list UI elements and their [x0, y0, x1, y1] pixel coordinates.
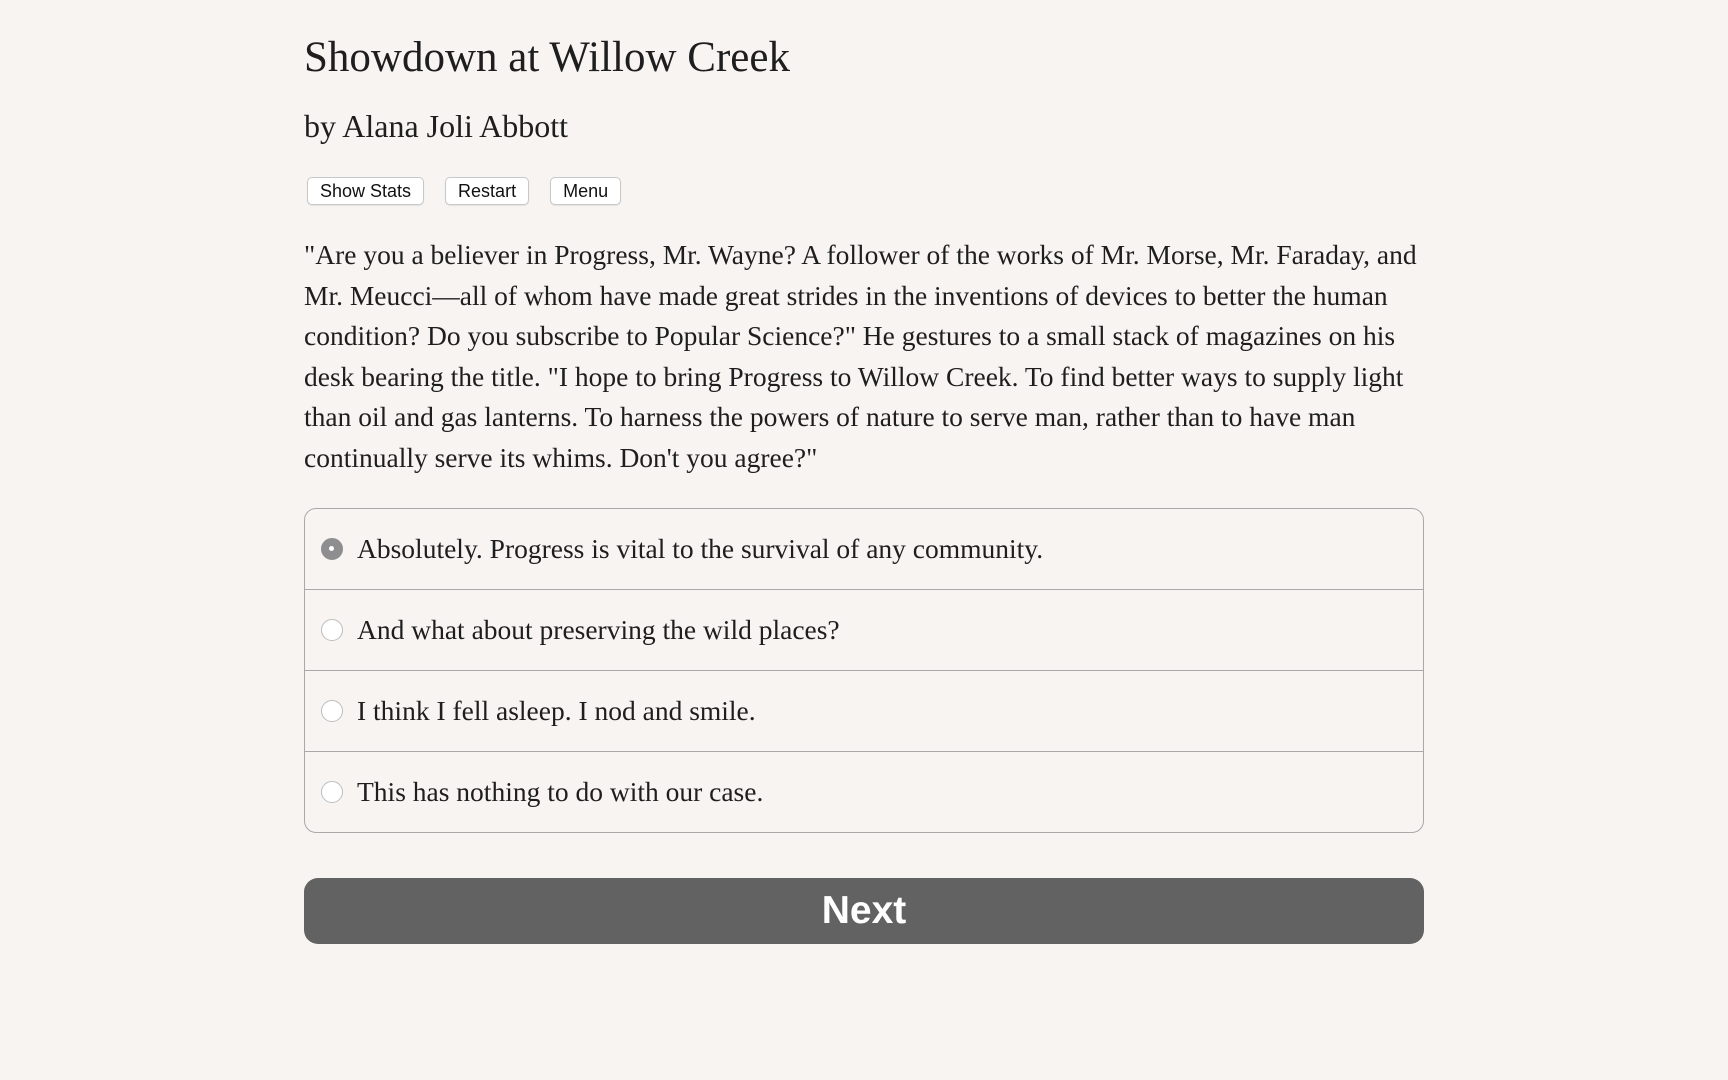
- show-stats-button[interactable]: Show Stats: [307, 177, 424, 205]
- story-text: "Are you a believer in Progress, Mr. Wayne? A follower of the works of Mr. Morse, Mr. Faraday, and Mr. Meucci—all of whom have made great strides in the inventions of devices to better the human condition? Do you subscribe to Popular Science?" He gestures to a small stack of magazines on his desk bearing the title. "I hope to bring Progress to Willow Creek. To find better ways to supply light than oil and gas lanterns. To harness the powers of nature to serve man, rather than to have man continually serve its whims. Don't you agree?": [304, 239, 1417, 473]
- choice-label: I think I fell asleep. I nod and smile.: [357, 695, 756, 726]
- next-button[interactable]: Next: [304, 878, 1424, 944]
- author-byline: by Alana Joli Abbott: [304, 108, 568, 144]
- radio-icon[interactable]: [321, 781, 343, 803]
- choice-label: And what about preserving the wild places?: [357, 614, 840, 645]
- toolbar: [307, 177, 621, 205]
- choice-list: [304, 508, 1424, 833]
- radio-selected-icon[interactable]: [321, 538, 343, 560]
- radio-icon[interactable]: [321, 619, 343, 641]
- radio-icon[interactable]: [321, 700, 343, 722]
- game-title: Showdown at Willow Creek: [304, 34, 790, 81]
- choice-option[interactable]: [305, 509, 1423, 589]
- restart-button[interactable]: Restart: [445, 177, 529, 205]
- choice-label: Absolutely. Progress is vital to the survival of any community.: [357, 533, 1044, 564]
- choice-option[interactable]: [305, 751, 1423, 832]
- choice-label: This has nothing to do with our case.: [357, 776, 764, 807]
- choice-option[interactable]: [305, 670, 1423, 751]
- choice-option[interactable]: [305, 589, 1423, 670]
- menu-button[interactable]: Menu: [550, 177, 621, 205]
